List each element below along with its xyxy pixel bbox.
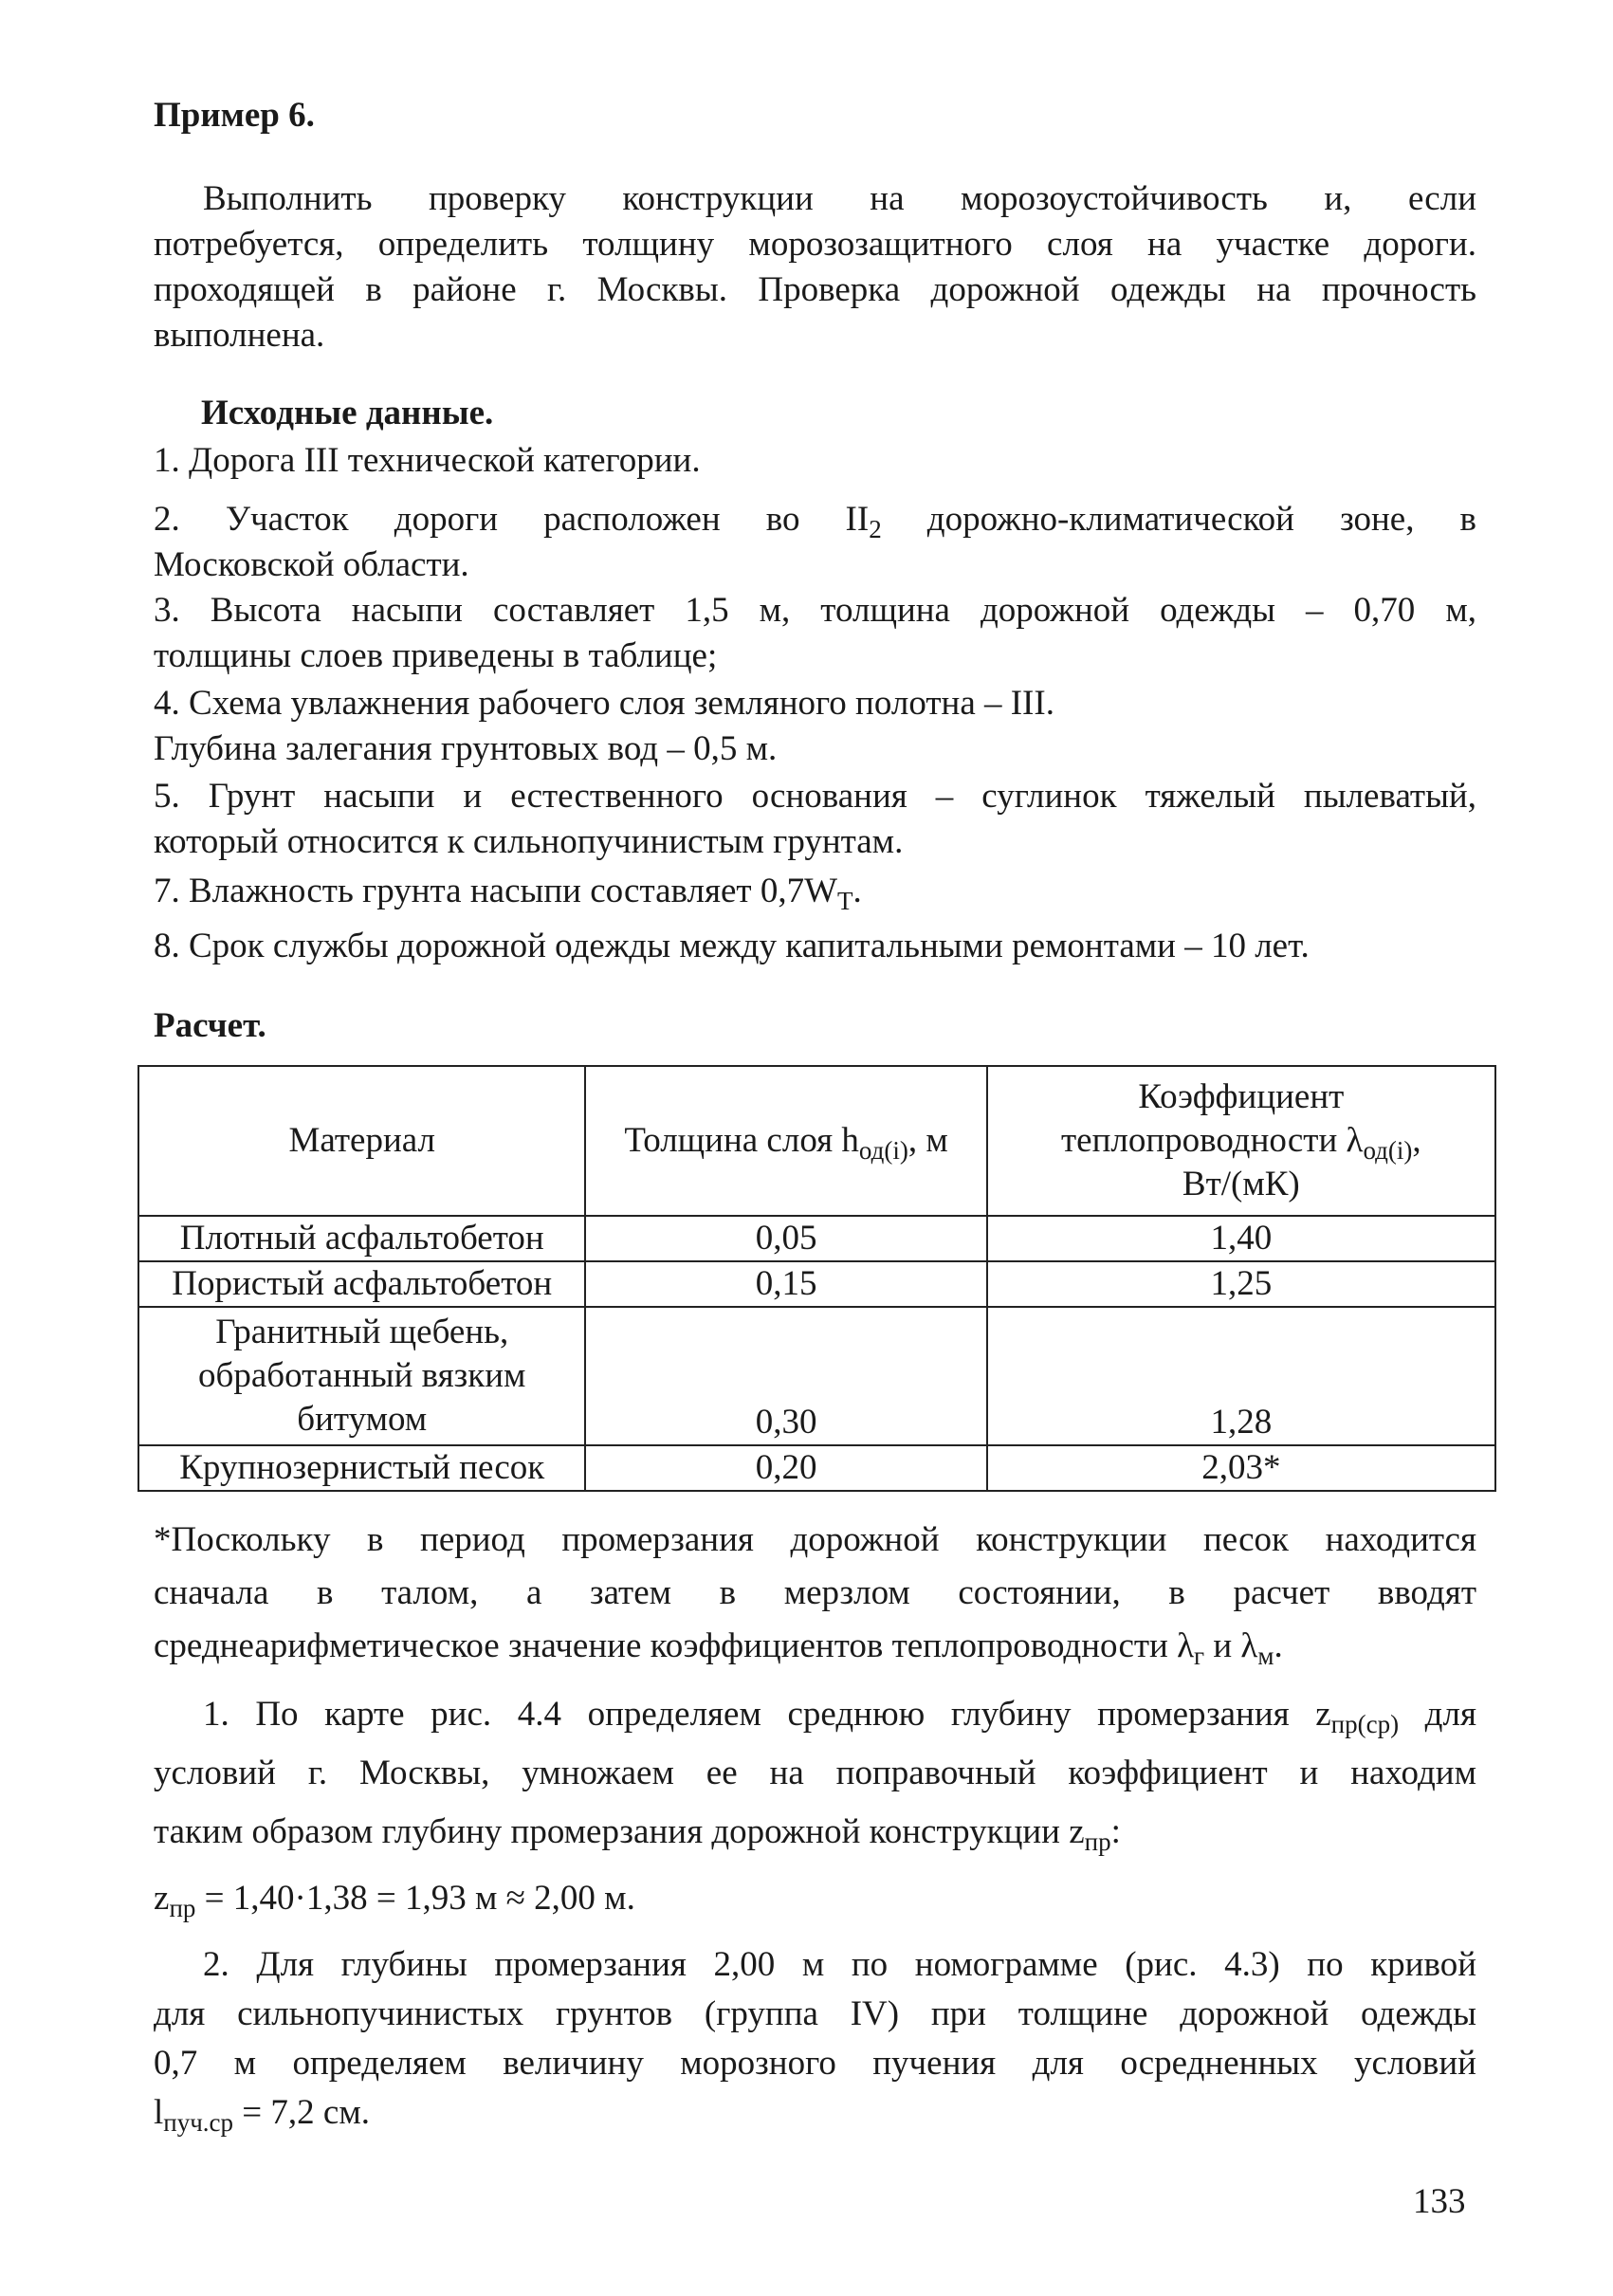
task-line: потребуется, определить толщину морозозащитного слоя на участке дороги. <box>154 225 1476 264</box>
initial-data-item-2: 2. Участок дороги расположен во $II_2$ дорожно-климатической зоне, в Московской области. <box>154 500 1477 584</box>
initial-data-item-8: 8. Срок службы дорожной одежды между капитальными ремонтами – 10 лет. <box>154 927 1310 965</box>
task-line: выполнена. <box>154 316 325 355</box>
layers-table <box>137 1065 1496 1492</box>
table-row <box>138 1261 1495 1307</box>
calculation-title: Расчет. <box>154 1006 266 1045</box>
cell-material: Гранитный щебень, обработанный вязким битумом <box>138 1307 585 1445</box>
initial-data-title: Исходные данные. <box>201 394 494 432</box>
initial-data-item-1: 1. Дорога III технической категории. <box>154 441 701 480</box>
initial-data-item-4: 4. Схема увлажнения рабочего слоя земляного полотна – III. Глубина залегания грунтовых вод – 0,5 м. <box>154 684 1054 768</box>
task-paragraph <box>154 176 1476 358</box>
cell-material: Крупнозернистый песок <box>138 1445 585 1491</box>
step-1-paragraph: 1. По карте рис. 4.4 определяем среднюю глубину промерзания $z_{пр(ср)}$ для условий г. Москвы, умножаем ее на поправочный коэффициент и находим таким образом глубину промерзания дорожной конструкции $z_{пр}$: <box>154 1695 1476 1856</box>
initial-data-item-7: 7. Влажность грунта насыпи составляет $0,7W_Т$. <box>154 872 862 915</box>
cell-thickness: 0,05 <box>585 1216 986 1261</box>
cell-material: Пористый асфальтобетон <box>138 1261 585 1307</box>
cell-thickness: 0,15 <box>585 1261 986 1307</box>
header-coefficient: Коэффициент теплопроводности $\lambda_{од(i)}$, Вт/(мК) <box>987 1066 1495 1216</box>
table-row <box>138 1445 1495 1491</box>
step-2-paragraph: 2. Для глубины промерзания 2,00 м по номограмме (рис. 4.3) по кривой для сильнопучинистых грунтов (группа IV) при толщине дорожной одежды 0,7 м определяем величину морозного пучения для осредненных условий $l_{пуч.ср} = 7,2$ см. <box>154 1945 1476 2137</box>
cell-thickness: 0,30 <box>585 1307 986 1445</box>
initial-data-item-3: 3. Высота насыпи составляет 1,5 м, толщина дорожной одежды – 0,70 м, толщины слоев приведены в таблице; <box>154 591 1476 675</box>
header-thickness: Толщина слоя $h_{од(i)}$, м <box>585 1066 986 1216</box>
task-line: Выполнить проверку конструкции на морозоустойчивость и, если <box>203 179 1476 218</box>
initial-data-item-5: 5. Грунт насыпи и естественного основания – суглинок тяжелый пылеватый, который относится к сильнопучинистым грунтам. <box>154 777 1476 861</box>
table-footnote: *Поскольку в период промерзания дорожной конструкции песок находится сначала в талом, а затем в мерзлом состоянии, в расчет вводят среднеарифметическое значение коэффициентов теплопроводности $\lambda_г$ и $\lambda_м$. <box>154 1520 1476 1670</box>
cell-coefficient: 1,25 <box>987 1261 1495 1307</box>
table-row <box>138 1216 1495 1261</box>
page-number: 133 <box>1413 2182 1466 2221</box>
depth-formula: $z_{пр} = 1,40\cdot 1,38 = 1,93$ м ≈ 2,00 м. <box>154 1879 635 1922</box>
table-row <box>138 1307 1495 1445</box>
example-heading: Пример 6. <box>154 96 315 135</box>
cell-thickness: 0,20 <box>585 1445 986 1491</box>
table-header-row <box>138 1066 1495 1216</box>
cell-coefficient: 2,03* <box>987 1445 1495 1491</box>
cell-coefficient: 1,40 <box>987 1216 1495 1261</box>
header-material: Материал <box>138 1066 585 1216</box>
cell-coefficient: 1,28 <box>987 1307 1495 1445</box>
cell-material: Плотный асфальтобетон <box>138 1216 585 1261</box>
task-line: проходящей в районе г. Москвы. Проверка дорожной одежды на прочность <box>154 270 1476 309</box>
